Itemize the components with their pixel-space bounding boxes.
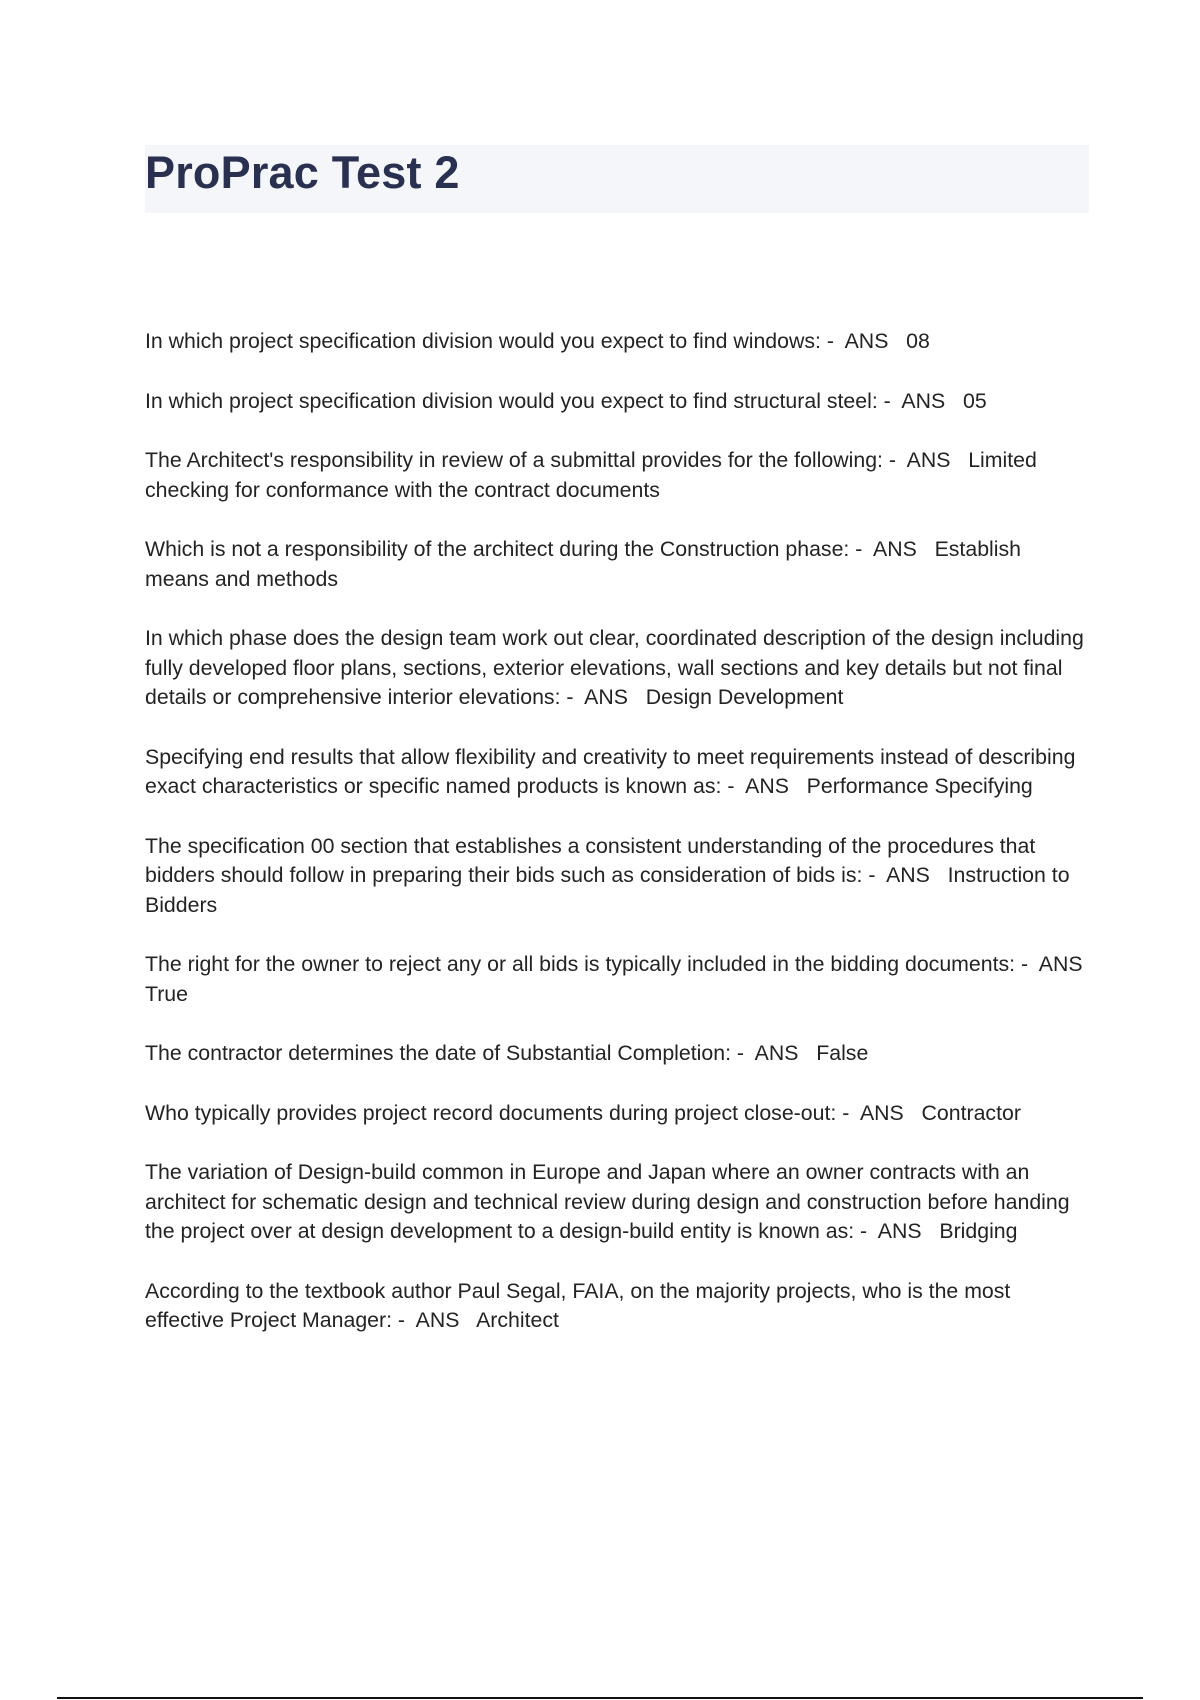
answer-text: True (145, 981, 188, 1006)
question-text: Specifying end results that allow flexibility and creativity to meet requirements instead of describing exact characteristics or specific named products is known as: (145, 744, 1082, 798)
answer-text: 08 (906, 329, 930, 353)
answer-separator: - ANS (836, 1100, 922, 1125)
question-text: The Architect's responsibility in review of a submittal provides for the following: (145, 448, 883, 472)
page-title: ProPrac Test 2 (145, 147, 460, 198)
qa-item (145, 387, 1090, 417)
answer-separator: - ANS (849, 537, 935, 561)
answer-text: Bridging (939, 1219, 1018, 1243)
qa-item (145, 327, 1090, 357)
question-text: Which is not a responsibility of the architect during the Construction phase: (145, 537, 850, 561)
qa-item (145, 1099, 1090, 1129)
answer-text: Contractor (921, 1100, 1021, 1125)
answer-separator: - ANS (721, 774, 807, 798)
answer-text: Architect (476, 1308, 559, 1332)
answer-separator: - ANS (854, 1219, 940, 1243)
question-text: The right for the owner to reject any or all bids is typically included in the bidding documents: (145, 952, 1016, 976)
answer-text: False (816, 1041, 869, 1065)
question-text: In which project specification division would you expect to find structural steel: (145, 388, 878, 413)
question-text: The contractor determines the date of Substantial Completion: (145, 1041, 731, 1065)
qa-item (145, 1158, 1090, 1247)
question-text: The specification 00 section that establishes a consistent understanding of the procedures that bidders should follow in preparing their bids such as consideration of bids is: (145, 833, 1042, 887)
answer-text: Limited checking for conformance with the contract documents (145, 448, 1043, 502)
question-text: In which project specification division would you expect to find windows: (145, 329, 821, 353)
footer-rule (57, 1697, 1143, 1699)
answer-separator: - ANS (820, 329, 907, 353)
qa-item (145, 950, 1100, 1009)
qa-list (145, 327, 1100, 1366)
answer-text: Instruction to Bidders (145, 863, 1076, 917)
answer-separator: - ANS (1015, 952, 1100, 976)
qa-item (145, 446, 1090, 505)
question-text: According to the textbook author Paul Segal, FAIA, on the majority projects, who is the most effective Project Manager: (145, 1278, 1017, 1332)
question-text: The variation of Design-build common in Europe and Japan where an owner contracts with an architect for schematic design and technical review during design and construction before handing the project over at design development to a design-build entity is known as: (145, 1160, 1076, 1243)
qa-item (145, 624, 1090, 713)
answer-separator: - ANS (392, 1308, 477, 1332)
qa-item (145, 832, 1090, 921)
answer-separator: - ANS (877, 388, 963, 413)
qa-item (145, 1039, 1090, 1069)
qa-item (145, 535, 1090, 594)
answer-separator: - ANS (731, 1041, 817, 1065)
answer-separator: - ANS (862, 863, 948, 887)
answer-text: 05 (962, 388, 987, 413)
answer-text: Design Development (645, 685, 844, 709)
answer-text: Establish means and methods (145, 537, 1027, 591)
answer-separator: - ANS (560, 685, 646, 709)
answer-text: Performance Specifying (806, 774, 1033, 798)
question-text: In which phase does the design team work out clear, coordinated description of the design including fully developed floor plans, sections, exterior elevations, wall sections and key details but not final details or comprehensive interior elevations: (145, 626, 1090, 709)
answer-separator: - ANS (882, 448, 969, 472)
qa-item (145, 743, 1090, 802)
qa-item (145, 1277, 1090, 1336)
question-text: Who typically provides project record documents during project close-out: (145, 1100, 837, 1125)
